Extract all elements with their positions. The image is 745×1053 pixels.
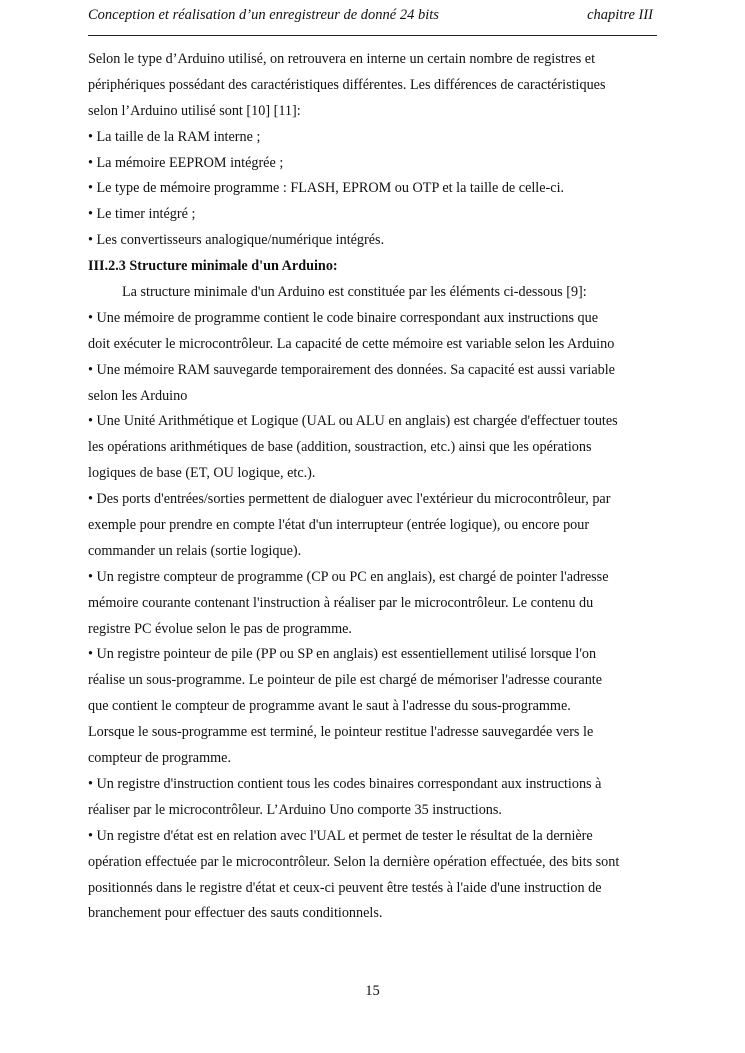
paragraph-line: selon l’Arduino utilisé sont [10] [11]: bbox=[88, 102, 301, 119]
list-item: • Un registre d'état est en relation avec l'UAL et permet de tester le résultat de la dernière bbox=[88, 827, 593, 844]
paragraph-line: commander un relais (sortie logique). bbox=[88, 542, 302, 559]
section-heading: III.2.3 Structure minimale d'un Arduino: bbox=[88, 258, 338, 275]
paragraph-line: opération effectuée par le microcontrôleur. Selon la dernière opération effectuée, des bits sont bbox=[88, 853, 620, 870]
list-item: • La mémoire EEPROM intégrée ; bbox=[88, 154, 284, 171]
paragraph-line: réaliser par le microcontrôleur. L’Arduino Uno comporte 35 instructions. bbox=[88, 801, 502, 818]
paragraph-line: que contient le compteur de programme avant le saut à l'adresse du sous-programme. bbox=[88, 698, 571, 715]
list-item: • Des ports d'entrées/sorties permettent de dialoguer avec l'extérieur du microcontrôleur, par bbox=[88, 491, 611, 508]
header-title: Conception et réalisation d’un enregistreur de donné 24 bits bbox=[88, 7, 439, 23]
paragraph-line: périphériques possédant des caractéristiques différentes. Les différences de caractéristiques bbox=[88, 76, 606, 93]
paragraph-line: compteur de programme. bbox=[88, 750, 232, 767]
list-item: • Un registre pointeur de pile (PP ou SP en anglais) est essentiellement utilisé lorsque l'on bbox=[88, 646, 597, 663]
body-text bbox=[88, 47, 660, 927]
list-item: • Le timer intégré ; bbox=[88, 206, 196, 223]
list-item: • Une Unité Arithmétique et Logique (UAL ou ALU en anglais) est chargée d'effectuer toutes bbox=[88, 413, 618, 430]
paragraph-line: branchement pour effectuer des sauts conditionnels. bbox=[88, 905, 383, 922]
list-item: • Les convertisseurs analogique/numérique intégrés. bbox=[88, 232, 385, 249]
paragraph-line: registre PC évolue selon le pas de programme. bbox=[88, 620, 352, 637]
paragraph-line: doit exécuter le microcontrôleur. La capacité de cette mémoire est variable selon les Arduino bbox=[88, 335, 615, 352]
paragraph-line: selon les Arduino bbox=[88, 387, 188, 404]
list-item: • Un registre d'instruction contient tous les codes binaires correspondant aux instructions à bbox=[88, 775, 602, 792]
list-item: • La taille de la RAM interne ; bbox=[88, 128, 261, 145]
intro-line: La structure minimale d'un Arduino est constituée par les éléments ci-dessous [9]: bbox=[122, 284, 587, 301]
paragraph-line: logiques de base (ET, OU logique, etc.). bbox=[88, 465, 316, 482]
paragraph-line: réalise un sous-programme. Le pointeur de pile est chargé de mémoriser l'adresse courante bbox=[88, 672, 603, 689]
header-chapter: chapitre III bbox=[587, 7, 653, 23]
list-item: • Une mémoire de programme contient le code binaire correspondant aux instructions que bbox=[88, 309, 599, 326]
paragraph-line: positionnés dans le registre d'état et ceux-ci peuvent être testés à l'aide d'une instruction de bbox=[88, 879, 602, 896]
paragraph-line: Selon le type d’Arduino utilisé, on retrouvera en interne un certain nombre de registres et bbox=[88, 51, 596, 67]
paragraph-line: exemple pour prendre en compte l'état d'un interrupteur (entrée logique), ou encore pour bbox=[88, 517, 590, 534]
list-item: • Une mémoire RAM sauvegarde temporairement des données. Sa capacité est aussi variable bbox=[88, 361, 615, 378]
paragraph-line: mémoire courante contenant l'instruction à réaliser par le microcontrôleur. Le contenu du bbox=[88, 594, 594, 611]
page-number: 15 bbox=[365, 983, 380, 999]
list-item: • Le type de mémoire programme : FLASH, EPROM ou OTP et la taille de celle-ci. bbox=[88, 180, 565, 197]
list-item: • Un registre compteur de programme (CP ou PC en anglais), est chargé de pointer l'adresse bbox=[88, 568, 609, 585]
paragraph-line: Lorsque le sous-programme est terminé, le pointeur restitue l'adresse sauvegardée vers le bbox=[88, 724, 594, 741]
page-header bbox=[88, 7, 657, 36]
paragraph-line: les opérations arithmétiques de base (addition, soustraction, etc.) ainsi que les opérations bbox=[88, 439, 592, 456]
